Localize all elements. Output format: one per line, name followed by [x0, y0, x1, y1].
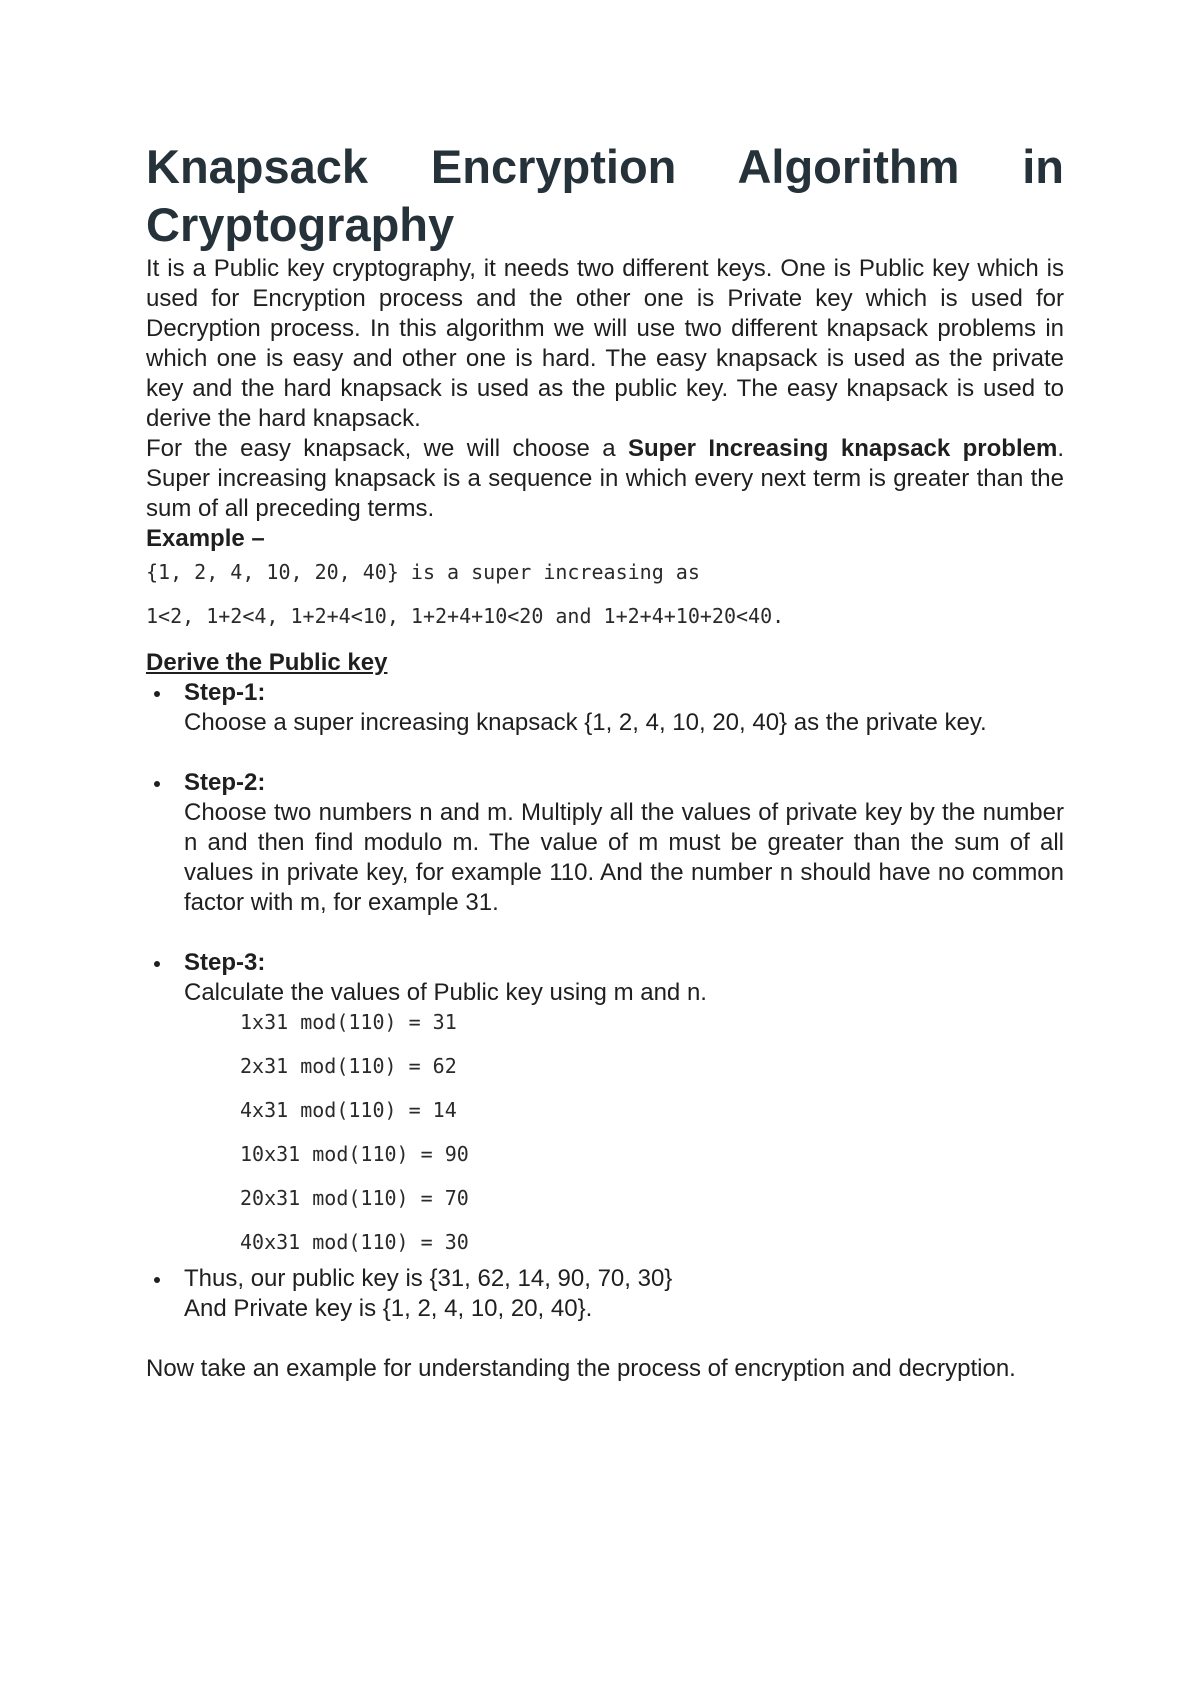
calculation-line: 1x31 mod(110) = 31 [240, 1010, 457, 1034]
list-item [146, 768, 1064, 918]
bullet-icon [154, 781, 160, 787]
bullet-icon [154, 961, 160, 967]
bullet-icon [154, 1277, 160, 1283]
title-line-1: Knapsack Encryption Algorithm in [146, 140, 1064, 193]
calculation-line: 4x31 mod(110) = 14 [240, 1098, 457, 1122]
intro-paragraph: It is a Public key cryptography, it needs two different keys. One is Public key which is used for Encryption process and the other one is Private key which is used for Decryption process. In this algorithm we will use two different knapsack problems in which one is easy and other one is hard. The easy knapsack is used as the private key and the hard knapsack is used as the public key. The easy knapsack is used to derive the hard knapsack. [146, 255, 1064, 432]
easy-knapsack-paragraph [146, 434, 1064, 524]
example-code-2: 1<2, 1+2<4, 1+2+4<10, 1+2+4+10<20 and 1+2+4+10+20<40. [146, 604, 785, 628]
step-label: Step-2: [184, 769, 266, 796]
calculation-line: 2x31 mod(110) = 62 [240, 1054, 457, 1078]
easy-prefix: For the easy knapsack, we will choose a [146, 435, 628, 462]
list-item [146, 1264, 1064, 1324]
result-private-key: And Private key is {1, 2, 4, 10, 20, 40}. [184, 1295, 593, 1322]
step-label: Step-3: [184, 949, 266, 976]
calculation-line: 20x31 mod(110) = 70 [240, 1186, 469, 1210]
page-title [146, 138, 1064, 254]
easy-bold-term: Super Increasing knapsack problem [628, 435, 1058, 462]
calculation-line: 10x31 mod(110) = 90 [240, 1142, 469, 1166]
step-text: Calculate the values of Public key using m and n. [184, 979, 707, 1006]
steps-list [146, 678, 1064, 1324]
title-line-2: Cryptography [146, 198, 455, 251]
step-label: Step-1: [184, 679, 266, 706]
result-public-key: Thus, our public key is {31, 62, 14, 90, 70, 30} [184, 1265, 673, 1292]
example-label: Example – [146, 525, 265, 552]
calculation-line: 40x31 mod(110) = 30 [240, 1230, 469, 1254]
list-item [146, 948, 1064, 1256]
step-text: Choose a super increasing knapsack {1, 2, 4, 10, 20, 40} as the private key. [184, 709, 987, 736]
example-code-1: {1, 2, 4, 10, 20, 40} is a super increasing as [146, 560, 700, 584]
closing-paragraph: Now take an example for understanding the process of encryption and decryption. [146, 1355, 1016, 1382]
document-page [146, 138, 1064, 1384]
list-item [146, 678, 1064, 738]
bullet-icon [154, 691, 160, 697]
easy-suffix: . Super increasing knapsack is a sequence in which every next term is greater than the sum of all preceding terms. [146, 435, 1064, 522]
section-heading: Derive the Public key [146, 649, 388, 676]
step-text: Choose two numbers n and m. Multiply all the values of private key by the number n and then find modulo m. The value of m must be greater than the sum of all values in private key, for example 110. And the number n should have no common factor with m, for example 31. [184, 799, 1064, 916]
